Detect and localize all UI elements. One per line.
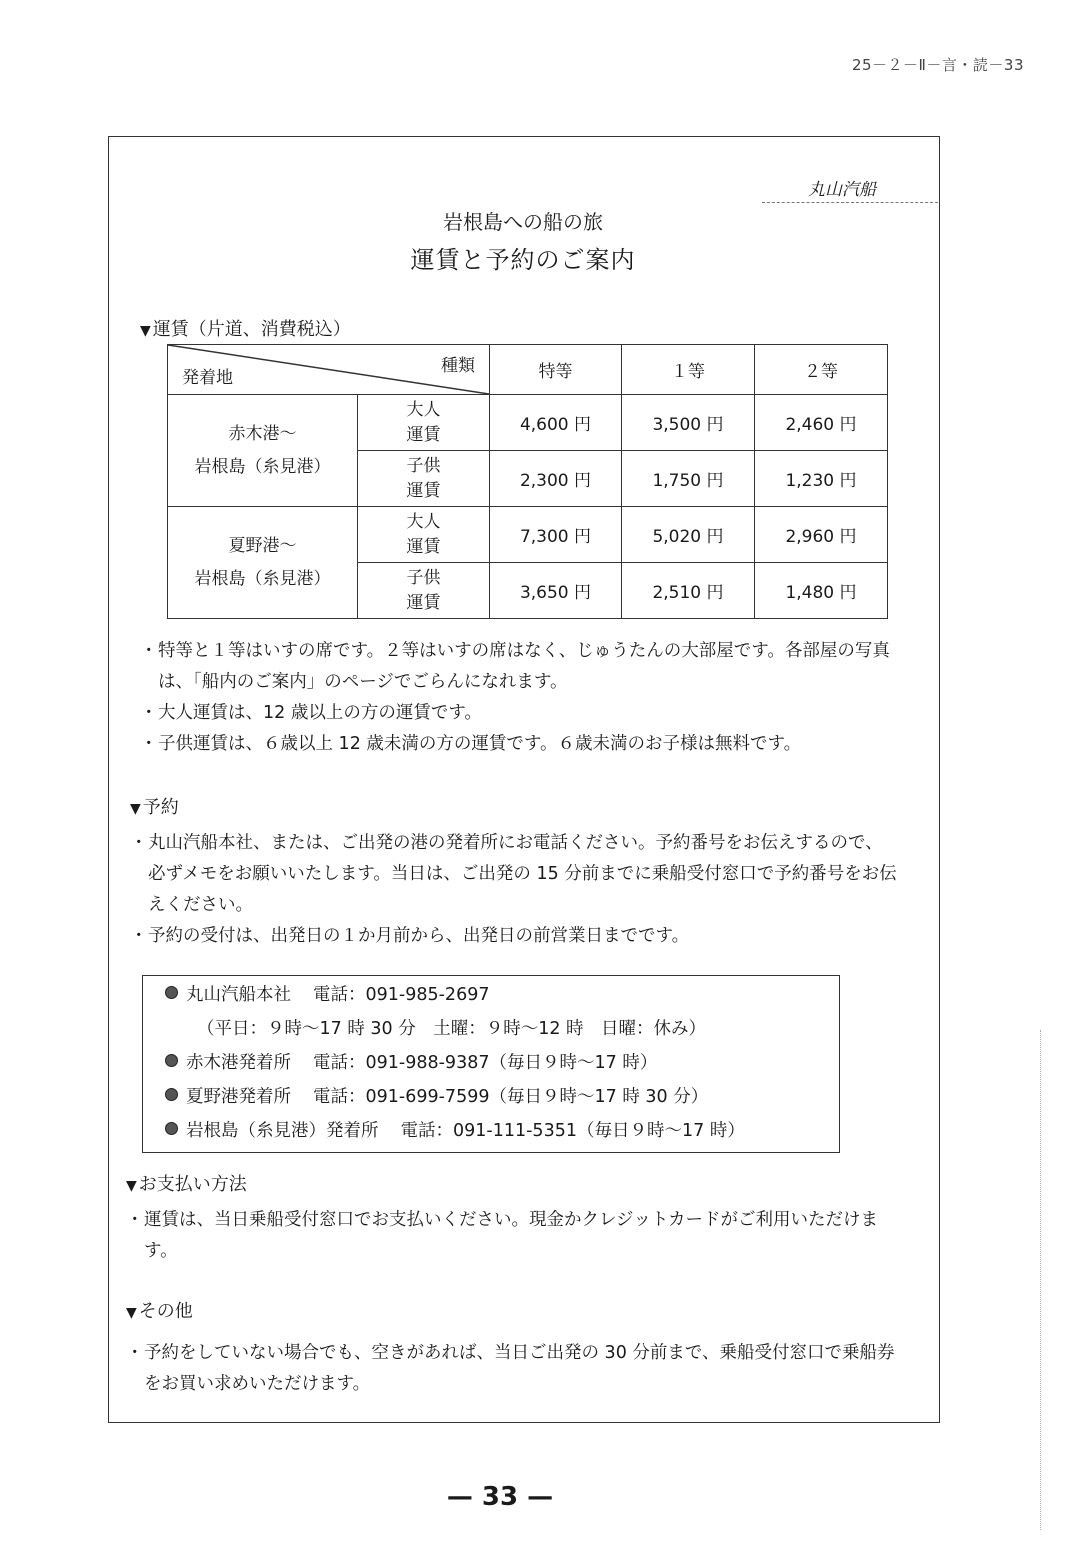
price-cell: 4,600 円 bbox=[490, 395, 622, 451]
route-cell: 赤木港～ 岩根島（糸見港） bbox=[168, 395, 358, 507]
list-item: ・ 子供運賃は、６歳以上 12 歳未満の方の運賃です。６歳未満のお子様は無料です。 bbox=[140, 729, 900, 760]
price-cell: 1,480 円 bbox=[755, 563, 888, 619]
company-name: 丸山汽船 bbox=[808, 180, 876, 200]
fare-type-cell: 子供 運賃 bbox=[358, 451, 490, 507]
contact-hours: （平日：９時～17 時 30 分 土曜：９時～12 時 日曜：休み） bbox=[197, 1019, 707, 1039]
route-cell: 夏野港～ 岩根島（糸見港） bbox=[168, 507, 358, 619]
fare-type-cell: 大人 運賃 bbox=[358, 395, 490, 451]
price-cell: 2,960 円 bbox=[755, 507, 888, 563]
list-item: ・ 大人運賃は、12 歳以上の方の運賃です。 bbox=[140, 698, 900, 729]
document-subtitle: 岩根島への船の旅 bbox=[443, 210, 603, 234]
fare-type-cell: 大人 運賃 bbox=[358, 507, 490, 563]
corner-type-label: 種類 bbox=[441, 356, 475, 376]
contact-item: 岩根島（糸見港）発着所 電話：091-111-5351（毎日９時～17 時） bbox=[165, 1114, 745, 1148]
reservation-heading: ▼ 予約 bbox=[130, 797, 179, 818]
corner-cell bbox=[168, 345, 490, 395]
fare-table bbox=[167, 344, 888, 619]
price-cell: 2,460 円 bbox=[755, 395, 888, 451]
price-cell: 2,300 円 bbox=[490, 451, 622, 507]
bullet-dot-icon bbox=[165, 1088, 178, 1101]
triangle-icon: ▼ bbox=[126, 1305, 137, 1321]
company-rule bbox=[762, 202, 938, 203]
price-cell: 1,750 円 bbox=[622, 451, 755, 507]
triangle-icon: ▼ bbox=[130, 801, 141, 817]
price-cell: 5,020 円 bbox=[622, 507, 755, 563]
payment-heading: ▼ お支払い方法 bbox=[126, 1174, 247, 1195]
document-title: 運賃と予約のご案内 bbox=[410, 246, 636, 274]
bullet-dot-icon bbox=[165, 1122, 178, 1135]
list-item: ・ 予約の受付は、出発日の１か月前から、出発日の前営業日までです。 bbox=[130, 921, 900, 952]
contact-list bbox=[165, 978, 745, 1148]
corner-origin-label: 発着地 bbox=[182, 368, 233, 388]
contact-item: 赤木港発着所 電話：091-988-9387（毎日９時～17 時） bbox=[165, 1046, 745, 1080]
fare-heading: ▼ 運賃（片道、消費税込） bbox=[140, 319, 351, 340]
bullet-dot-icon bbox=[165, 1054, 178, 1067]
price-cell: 3,650 円 bbox=[490, 563, 622, 619]
class-header: ２等 bbox=[755, 345, 888, 395]
list-item: ・ 運賃は、当日乗船受付窓口でお支払いください。現金かクレジットカードがご利用いただけます。 bbox=[126, 1205, 896, 1267]
price-cell: 2,510 円 bbox=[622, 563, 755, 619]
triangle-icon: ▼ bbox=[140, 323, 151, 339]
fare-notes bbox=[140, 636, 900, 760]
page-number: — 33 — bbox=[446, 1482, 554, 1512]
fare-header-row bbox=[168, 345, 888, 395]
list-item: ・ 予約をしていない場合でも、空きがあれば、当日ご出発の 30 分前まで、乗船受付窓口で乗船券をお買い求めいただけます。 bbox=[126, 1338, 896, 1400]
list-item: ・ 特等と１等はいすの席です。２等はいすの席はなく、じゅうたんの大部屋です。各部屋の写真は、「船内のご案内」のページでごらんになれます。 bbox=[140, 636, 900, 698]
price-cell: 1,230 円 bbox=[755, 451, 888, 507]
page-code: 25－２－Ⅱ－言・読－33 bbox=[851, 56, 1024, 74]
table-row bbox=[168, 395, 888, 451]
price-cell: 7,300 円 bbox=[490, 507, 622, 563]
other-notes bbox=[126, 1338, 896, 1400]
bullet-dot-icon bbox=[165, 986, 178, 999]
class-header: 特等 bbox=[490, 345, 622, 395]
other-heading: ▼ その他 bbox=[126, 1301, 193, 1322]
payment-notes bbox=[126, 1205, 896, 1267]
table-row bbox=[168, 507, 888, 563]
price-cell: 3,500 円 bbox=[622, 395, 755, 451]
reservation-notes bbox=[130, 828, 900, 952]
contact-item: 夏野港発着所 電話：091-699-7599（毎日９時～17 時 30 分） bbox=[165, 1080, 745, 1114]
scan-edge-line bbox=[1040, 1030, 1041, 1530]
class-header: １等 bbox=[622, 345, 755, 395]
fare-type-cell: 子供 運賃 bbox=[358, 563, 490, 619]
list-item: ・ 丸山汽船本社、または、ご出発の港の発着所にお電話ください。予約番号をお伝えするので、必ずメモをお願いいたします。当日は、ご出発の 15 分前までに乗船受付窓口で予約番号をお伝えください。 bbox=[130, 828, 900, 921]
triangle-icon: ▼ bbox=[126, 1178, 137, 1194]
contact-item: 丸山汽船本社 電話：091-985-2697 bbox=[165, 978, 745, 1012]
